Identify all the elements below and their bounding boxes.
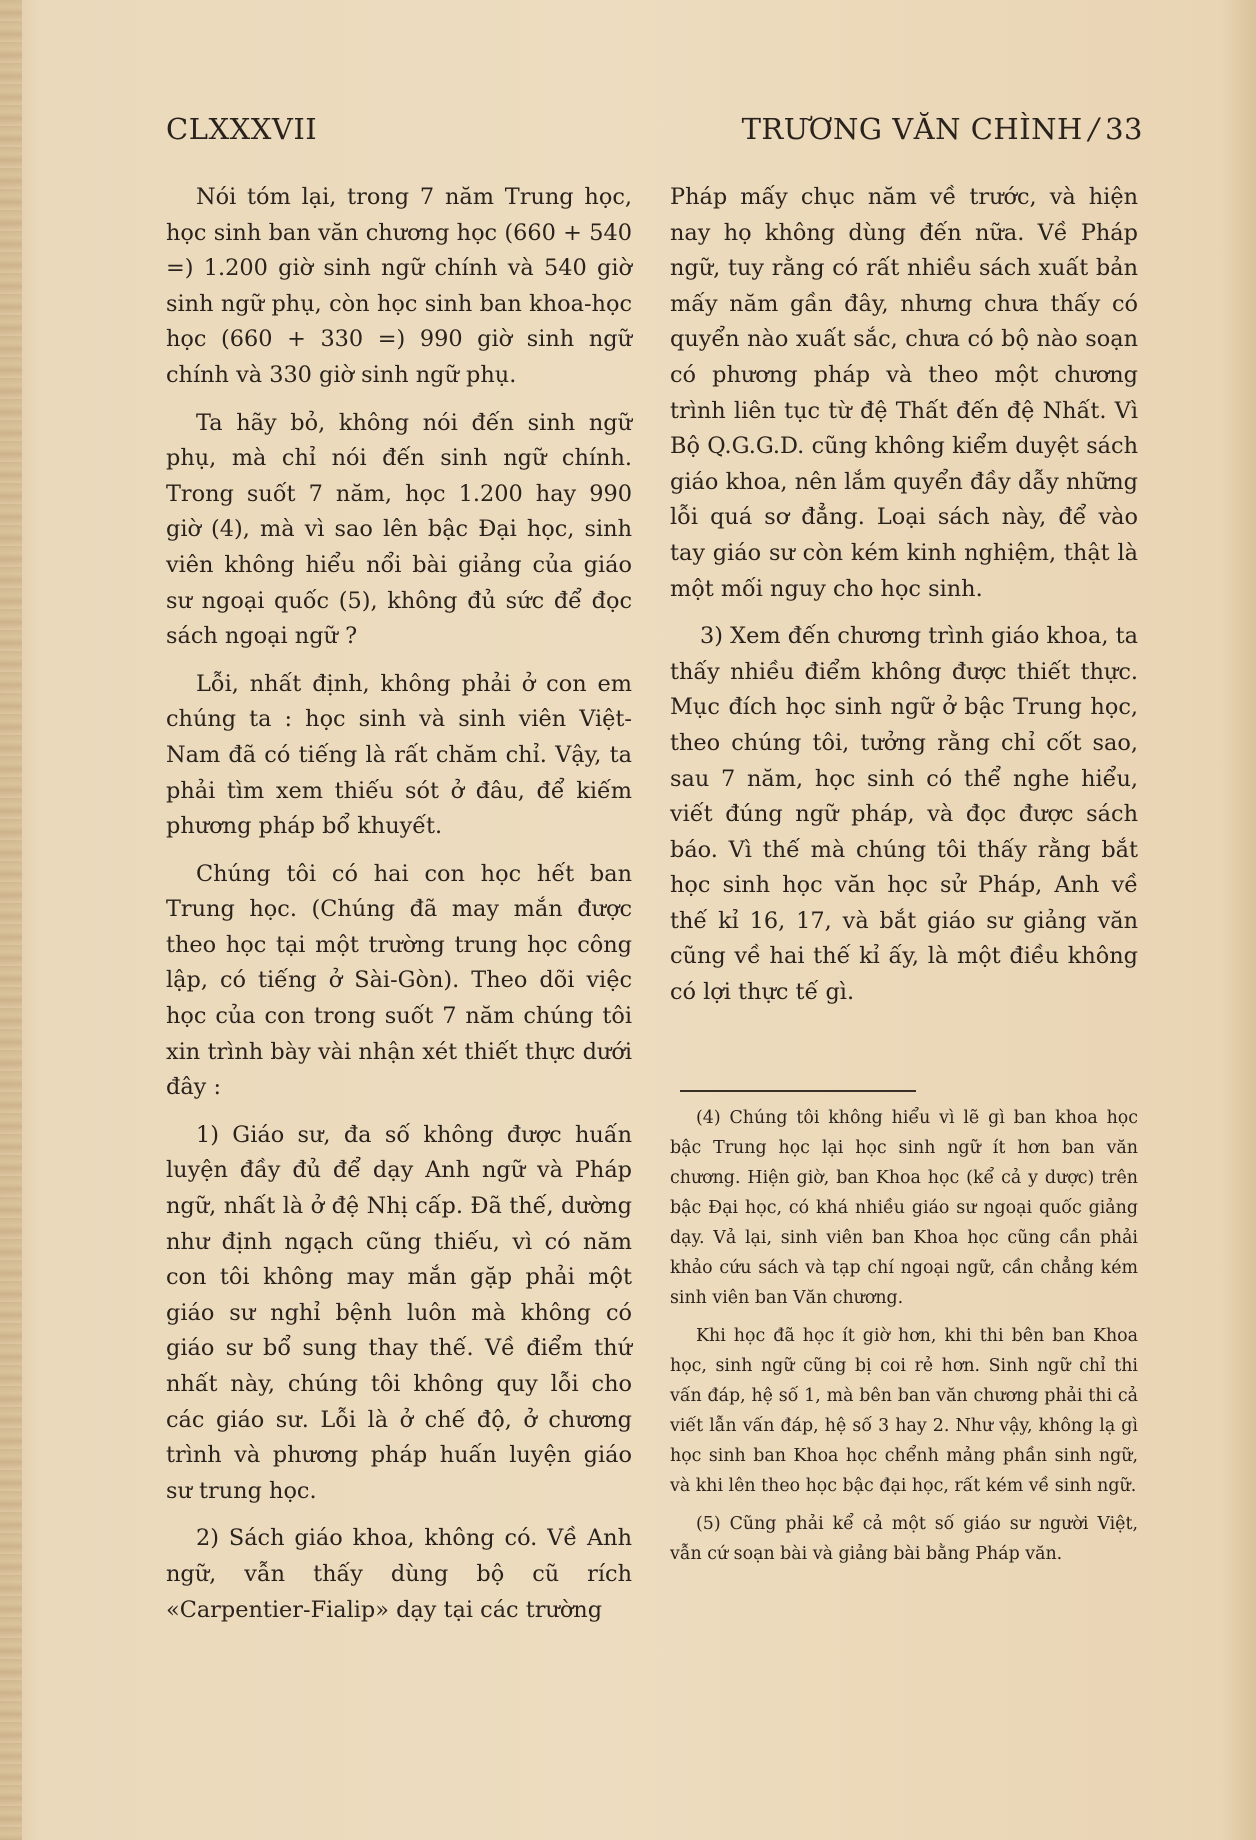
left-column <box>166 180 632 1640</box>
paragraph: Lỗi, nhất định, không phải ở con em chúng ta : học sinh và sinh viên Việt-Nam đã có tiếng là rất chăm chỉ. Vậy, ta phải tìm xem thiếu sót ở đâu, để kiếm phương pháp bổ khuyết. <box>166 670 632 840</box>
footnote-divider <box>680 1090 916 1092</box>
paragraph: 3) Xem đến chương trình giáo khoa, ta thấy nhiều điểm không được thiết thực. Mục đích học sinh ngữ ở bậc Trung học, theo chúng tôi, tưởng rằng chỉ cốt sao, sau 7 năm, học sinh có thể nghe hiểu, viết đúng ngữ pháp, và đọc được sách báo. Vì thế mà chúng tôi thấy rằng bắt học sinh học văn học sử Pháp, Anh về thế kỉ 16, 17, và bắt giáo sư giảng văn cũng về hai thế kỉ ấy, là một điều không có lợi thực tế gì. <box>670 623 1138 1006</box>
header-separator: / <box>1088 112 1100 146</box>
page-edge <box>0 0 22 1840</box>
paragraph: 2) Sách giáo khoa, không có. Về Anh ngữ, vẫn thấy dùng bộ cũ rích «Carpentier-Fialip» dạy tại các trường <box>166 1525 632 1623</box>
author-name: TRƯƠNG VĂN CHÌNH <box>741 112 1083 146</box>
paragraph: Pháp mấy chục năm về trước, và hiện nay họ không dùng đến nữa. Về Pháp ngữ, tuy rằng có rất nhiều sách xuất bản mấy năm gần đây, nhưng chưa thấy có quyển nào xuất sắc, chưa có bộ nào soạn có phương pháp và theo một chương trình liên tục từ đệ Thất đến đệ Nhất. Vì Bộ Q.G.G.D. cũng không kiểm duyệt sách giáo khoa, nên lắm quyển đầy dẫy những lỗi quá sơ đẳng. Loại sách này, để vào tay giáo sư còn kém kinh nghiệm, thật là một mối nguy cho học sinh. <box>670 184 1138 602</box>
footnote: Khi học đã học ít giờ hơn, khi thi bên ban Khoa học, sinh ngữ cũng bị coi rẻ hơn. Sinh ngữ chỉ thi vấn đáp, hệ số 1, mà bên ban văn chương phải thi cả viết lẫn vấn đáp, hệ số 3 hay 2. Như vậy, không lạ gì học sinh ban Khoa học chểnh mảng phần sinh ngữ, và khi lên theo học bậc đại học, rất kém về sinh ngữ. <box>670 1326 1138 1496</box>
paragraph: Nói tóm lại, trong 7 năm Trung học, học sinh ban văn chương học (660 + 540 =) 1.200 giờ sinh ngữ chính và 540 giờ sinh ngữ phụ, còn học sinh ban khoa-học học (660 + 330 =) 990 giờ sinh ngữ chính và 330 giờ sinh ngữ phụ. <box>166 184 632 388</box>
paragraph: 1) Giáo sư, đa số không được huấn luyện đầy đủ để dạy Anh ngữ và Pháp ngữ, nhất là ở đệ Nhị cấp. Đã thế, dường như định ngạch cũng thiếu, vì có năm con tôi không may mắn gặp phải một giáo sư nghỉ bệnh luôn mà không có giáo sư bổ sung thay thế. Về điểm thứ nhất này, chúng tôi không quy lỗi cho các giáo sư. Lỗi là ở chế độ, ở chương trình và phương pháp huấn luyện giáo sư trung học. <box>166 1121 632 1504</box>
paragraph: Ta hãy bỏ, không nói đến sinh ngữ phụ, mà chỉ nói đến sinh ngữ chính. Trong suốt 7 năm, học 1.200 hay 990 giờ (4), mà vì sao lên bậc Đại học, sinh viên không hiểu nổi bài giảng của giáo sư ngoại quốc (5), không đủ sức để đọc sách ngoại ngữ ? <box>166 409 632 650</box>
page-number: 33 <box>1105 112 1143 146</box>
footnotes <box>670 1103 1138 1577</box>
right-column <box>670 180 1138 1023</box>
paragraph: Chúng tôi có hai con học hết ban Trung học. (Chúng đã may mắn được theo học tại một trường trung học công lập, có tiếng ở Sài-Gòn). Theo dõi việc học của con trong suốt 7 năm chúng tôi xin trình bày vài nhận xét thiết thực dưới đây : <box>166 860 632 1101</box>
footnote: (4) Chúng tôi không hiểu vì lẽ gì ban khoa học bậc Trung học lại học sinh ngữ ít hơn ban văn chương. Hiện giờ, ban Khoa học (kể cả y dược) trên bậc Đại học, có khá nhiều giáo sư ngoại quốc giảng dạy. Vả lại, sinh viên ban Khoa học cũng cần phải khảo cứu sách và tạp chí ngoại ngữ, cần chẳng kém sinh viên ban Văn chương. <box>670 1108 1138 1308</box>
volume-number: CLXXXVII <box>166 112 318 146</box>
footnote: (5) Cũng phải kể cả một số giáo sư người Việt, vẫn cứ soạn bài và giảng bài bằng Pháp văn. <box>670 1514 1138 1564</box>
running-header <box>166 112 1143 152</box>
header-right <box>742 112 1143 146</box>
